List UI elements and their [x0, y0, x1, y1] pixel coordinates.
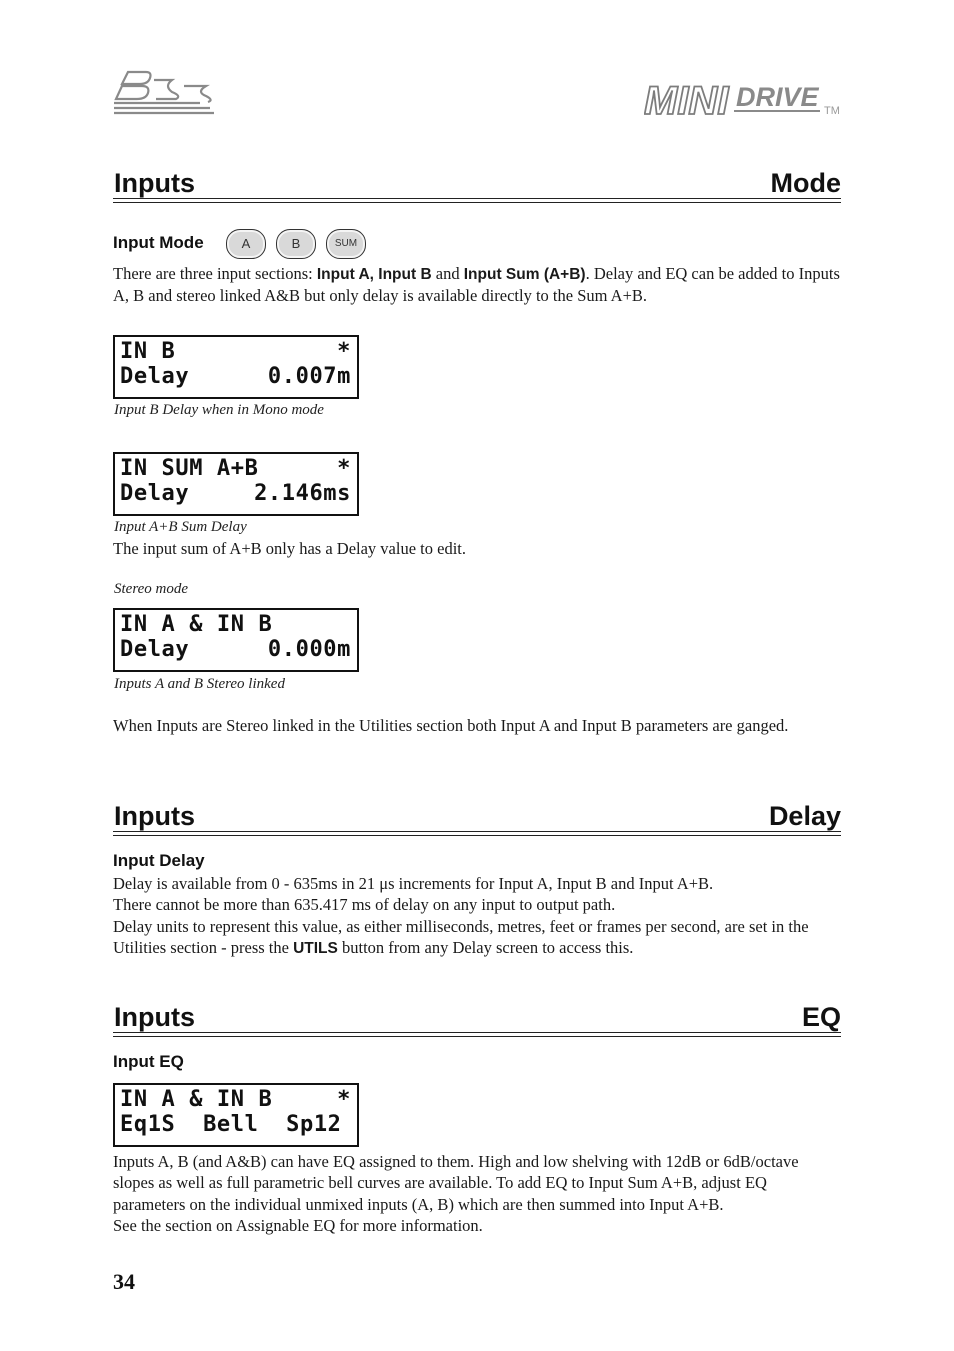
- lcd-line1-right: *: [337, 1087, 351, 1112]
- section-title-left: Inputs: [114, 1002, 195, 1032]
- lcd-line2: Delay: [120, 637, 190, 662]
- lcd-line1: IN B: [120, 339, 176, 364]
- section-title-left: Inputs: [114, 168, 195, 198]
- section-heading-delay: [113, 795, 841, 832]
- lcd-line1: IN A & IN B: [120, 1087, 273, 1112]
- section-heading-mode: [113, 162, 841, 199]
- input-a-button[interactable]: A: [226, 229, 266, 259]
- delay-units-line: Delay units to represent this value, as either milliseconds, metres, feet or frames per second, are set in the Utilities section - press the UTILS button from any Delay screen to access this.: [113, 916, 809, 957]
- input-delay-subheading: Input Delay: [113, 851, 205, 870]
- section-title-right: Delay: [768, 801, 841, 831]
- eq-description: Inputs A, B (and A&B) can have EQ assigned to them. High and low shelving with 12dB or 6dB/octave slopes as well as full parametric bell curves are available. To add EQ to Input Sum A+B, adjust EQ parameters on the individual unmixed inputs (A, B) which are then summed into Input A+B.: [113, 1152, 799, 1214]
- lcd-stereo-linked-delay: [113, 608, 359, 672]
- bss-logo: [112, 68, 218, 116]
- lcd-input-sum-delay: [113, 452, 359, 516]
- trademark-mark: TM: [824, 105, 840, 117]
- stereo-linked-paragraph: When Inputs are Stereo linked in the Utilities section both Input A and Input B parameters are ganged.: [113, 716, 789, 735]
- input-b-button[interactable]: B: [276, 229, 316, 259]
- eq-paragraph: [113, 1151, 843, 1236]
- caption-input-b-delay: Input B Delay when in Mono mode: [114, 402, 324, 418]
- minidrive-logo-drive: DRIVE: [736, 82, 819, 112]
- lcd-line1: IN SUM A+B: [120, 456, 259, 481]
- minidrive-logo: [644, 78, 844, 118]
- section-title-right: Mode: [770, 168, 841, 198]
- lcd-line1-right: *: [337, 339, 351, 364]
- delay-max-line: There cannot be more than 635.417 ms of delay on any input to output path.: [113, 895, 616, 915]
- lcd-line2-right: 2.146ms: [254, 481, 351, 506]
- eq-see-also: See the section on Assignable EQ for more information.: [113, 1215, 483, 1235]
- lcd-input-b-delay: [113, 335, 359, 399]
- input-sections-paragraph: There are three input sections: Input A, Input B and Input Sum (A+B). Delay and EQ can be added to Inputs A, B and stereo linked A&B but only delay is available directly to the Sum A+B.: [113, 264, 840, 306]
- caption-stereo-linked: Inputs A and B Stereo linked: [114, 676, 285, 692]
- sum-delay-paragraph: The input sum of A+B only has a Delay value to edit.: [113, 539, 466, 558]
- input-eq-subheading: Input EQ: [113, 1052, 184, 1071]
- page-number: 34: [113, 1269, 135, 1294]
- section-heading-eq: [113, 996, 841, 1033]
- caption-stereo-mode: Stereo mode: [114, 581, 189, 597]
- caption-sum-delay: Input A+B Sum Delay: [114, 519, 247, 535]
- lcd-line2: Eq1S Bell Sp12: [120, 1112, 342, 1137]
- sum-button[interactable]: SUM: [326, 229, 366, 259]
- utils-key-label: UTILS: [293, 939, 338, 957]
- section-title-left: Inputs: [114, 801, 195, 831]
- lcd-line2-right: 0.000m: [267, 637, 351, 662]
- section-title-right: EQ: [801, 1002, 841, 1032]
- lcd-line2: Delay: [120, 364, 190, 389]
- lcd-line1-right: *: [337, 456, 351, 481]
- input-mode-subheading: Input Mode: [113, 233, 204, 252]
- lcd-input-eq: [113, 1083, 359, 1147]
- minidrive-logo-mini: MINI: [644, 79, 729, 118]
- lcd-line2-right: 0.007m: [267, 364, 351, 389]
- lcd-line2: Delay: [120, 481, 190, 506]
- delay-range-line: Delay is available from 0 - 635ms in 21 μs increments for Input A, Input B and Input A+B.: [113, 874, 714, 893]
- lcd-line1: IN A & IN B: [120, 612, 273, 637]
- delay-description: [113, 873, 843, 959]
